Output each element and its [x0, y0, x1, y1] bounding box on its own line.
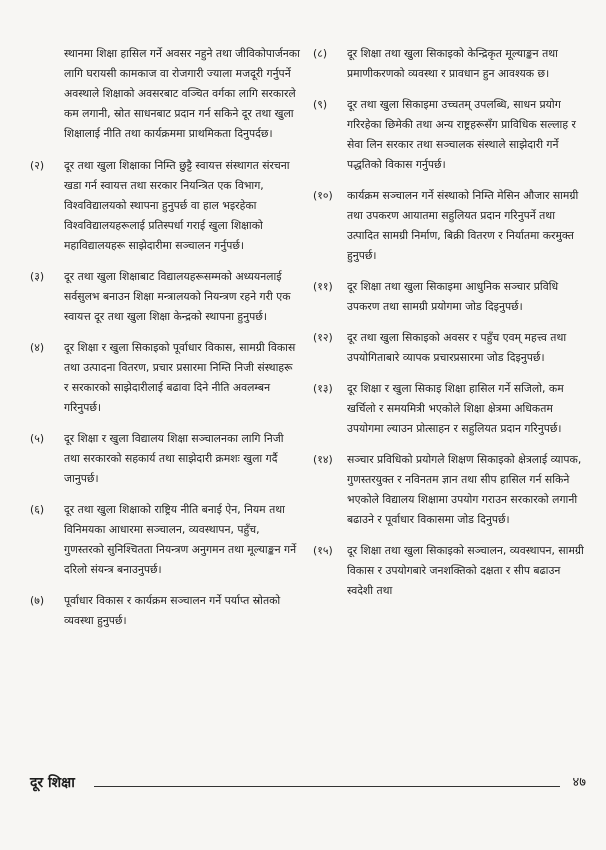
- list-item: [313, 44, 585, 84]
- item-text: दूर तथा खुला शिक्षाबाट विद्यालयहरूसम्मको अध्ययनलाई सर्वसुलभ बनाउन शिक्षा मन्त्रालयको नियन्त्रण रहने गरी एक स्वायत्त दूर तथा खुला शिक्षा केन्द्रको स्थापना हुनुपर्छ।: [64, 270, 291, 323]
- item-text: दूर तथा खुला सिकाइको अवसर र पहुँच एवम् महत्त्व तथा उपयोगिताबारे व्यापक प्रचारप्रसारमा जोड दिइनुपर्छ।: [347, 331, 567, 364]
- page-footer: [30, 772, 586, 796]
- right-column: [313, 44, 585, 612]
- item-text: पूर्वाधार विकास र कार्यक्रम सञ्चालन गर्ने पर्याप्त स्रोतको व्यवस्था हुनुपर्छ।: [64, 594, 281, 627]
- list-item: [313, 541, 585, 601]
- list-item: [313, 328, 585, 368]
- page-number: ४७: [572, 775, 586, 790]
- list-item: [313, 379, 585, 439]
- item-text: दूर तथा खुला शिक्षाको राष्ट्रिय नीति बनाई ऐन, नियम तथा विनिमयका आधारमा सञ्चालन, व्यवस्थापन, पहुँच, गुणस्तरको सुनिश्चितता नियन्त्रण अनुगमन तथा मूल्याङ्कन गर्ने दरिलो संयन्त्र बनाउनुपर्छ।: [64, 503, 297, 576]
- intro-paragraph: स्थानमा शिक्षा हासिल गर्ने अवसर नहुने तथा जीविकोपार्जनका लागि घरायसी कामकाज वा रोजगारी ज्याला मजदूरी गर्नुपर्ने अवस्थाले शिक्षाको अवसरबाट वञ्चित वर्गका लागि सरकारले कम लगानी, स्रोत साधनबाट प्रदान गर्न सकिने दूर तथा खुला शिक्षालाई नीति तथा कार्यक्रममा प्राथमिकता दिनुपर्दछ।: [64, 47, 300, 140]
- left-column: [30, 44, 300, 642]
- item-text: दूर शिक्षा र खुला सिकाइको पूर्वाधार विकास, सामग्री विकास तथा उत्पादना वितरण, प्रचार प्रसारमा निम्ति निजी संस्थाहरू र सरकारको साझेदारीलाई बढावा दिने नीति अवलम्बन गरिनुपर्छ।: [64, 341, 296, 414]
- list-item: [30, 429, 300, 489]
- item-number: (१२): [313, 331, 333, 344]
- list-item: [313, 186, 585, 266]
- item-number: (१०): [313, 189, 333, 202]
- item-text: दूर तथा खुला शिक्षाका निम्ति छुट्टै स्वायत्त संस्थागत संरचना खडा गर्न स्वायत्त तथा सरकार नियन्त्रित एक विभाग, विश्वविद्यालयको स्थापना हुनुपर्छ वा हाल भइरहेका विश्वविद्यालयहरूलाई प्रतिस्पर्धा गराई खुला शिक्षाको महाविद्यालयहरू साझेदारीमा सञ्चालन गर्नुपर्छ।: [64, 159, 290, 252]
- item-number: (१४): [313, 453, 333, 466]
- list-item: [30, 267, 300, 327]
- list-item: [30, 500, 300, 580]
- item-text: दूर शिक्षा र खुला विद्यालय शिक्षा सञ्चालनका लागि निजी तथा सरकारको सहकार्य तथा साझेदारी क्रमशः खुला गर्दै जानुपर्छ।: [64, 432, 284, 485]
- item-text: दूर शिक्षा तथा खुला सिकाइको सञ्चालन, व्यवस्थापन, सामग्री विकास र उपयोगबारे जनशक्तिको दक्षता र सीप बढाउन स्वदेशी तथा: [347, 544, 584, 597]
- item-number: (१५): [313, 544, 333, 557]
- item-number: (४): [30, 341, 45, 354]
- list-item: [30, 338, 300, 418]
- footer-rule: [94, 786, 560, 787]
- footer-title: दूर शिक्षा: [30, 775, 75, 791]
- item-number: (६): [30, 503, 45, 516]
- list-item: [313, 95, 585, 175]
- item-number: (५): [30, 432, 45, 445]
- item-number: (३): [30, 270, 45, 283]
- item-number: (९): [313, 98, 328, 111]
- item-number: (१३): [313, 382, 333, 395]
- item-text: दूर शिक्षा तथा खुला सिकाइमा आधुनिक सञ्चार प्रविधि उपकरण तथा सामग्री प्रयोगमा जोड दिइनुपर्छ।: [347, 280, 559, 313]
- item-text: दूर शिक्षा र खुला सिकाइ शिक्षा हासिल गर्ने सजिलो, कम खर्चिलो र समयमित्री भएकोले शिक्षा क्षेत्रमा अधिकतम उपयोगमा ल्याउन प्रोत्साहन र सहुलियत प्रदान गरिनुपर्छ।: [347, 382, 564, 435]
- list-item: [313, 450, 585, 530]
- item-number: (७): [30, 594, 45, 607]
- item-number: (८): [313, 47, 328, 60]
- list-item: [313, 277, 585, 317]
- item-text: सञ्चार प्रविधिको प्रयोगले शिक्षण सिकाइको क्षेत्रलाई व्यापक, गुणस्तरयुक्त र नविनतम ज्ञान तथा सीप हासिल गर्न सकिने भएकोले विद्यालय शिक्षामा उपयोग गराउन सरकारको लगानी बढाउने र पूर्वाधार विकासमा जोड दिनुपर्छ।: [347, 453, 582, 526]
- item-number: (२): [30, 159, 45, 172]
- item-number: (११): [313, 280, 333, 293]
- item-text: कार्यक्रम सञ्चालन गर्ने संस्थाको निम्ति मेसिन औजार सामग्री तथा उपकरण आयातमा सहुलियत प्रदान गरिनुपर्ने तथा उत्पादित सामग्री निर्माण, बिक्री वितरण र निर्यातमा करमुक्त हुनुपर्छ।: [347, 189, 579, 262]
- list-item: [30, 591, 300, 631]
- list-item: [30, 156, 300, 256]
- item-text: दूर शिक्षा तथा खुला सिकाइको केन्द्रिकृत मूल्याङ्कन तथा प्रमाणीकरणको व्यवस्था र प्रावधान हुन आवश्यक छ।: [347, 47, 558, 80]
- item-text: दूर तथा खुला सिकाइमा उच्चतम् उपलब्धि, साधन प्रयोग गरिरहेका छिमेकी तथा अन्य राष्ट्रहरूसँग प्राविधिक सल्लाह र सेवा लिन सरकार तथा सञ्चालक संस्थाले साझेदारी गर्ने पद्धतिको विकास गर्नुपर्छ।: [347, 98, 576, 171]
